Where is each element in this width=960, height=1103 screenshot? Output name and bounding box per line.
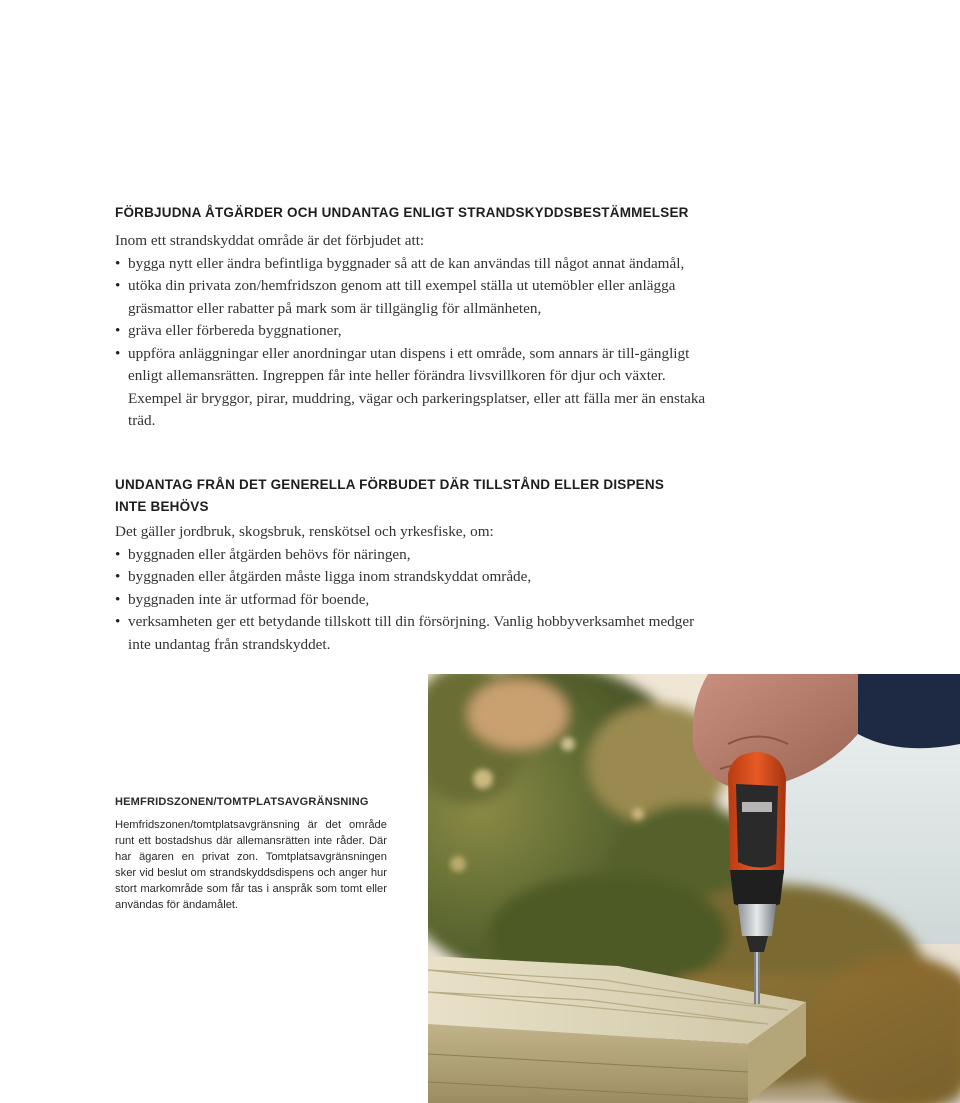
photo-drill-on-deck xyxy=(428,674,960,1103)
list-item: • utöka din privata zon/hemfridszon genom att till exempel ställa ut utemöbler eller anlägga gräsmattor eller rabatter på mark som är tillgänglig för allmänheten, xyxy=(115,275,715,320)
exemptions-intro: Det gäller jordbruk, skogsbruk, renskötsel och yrkesfiske, om: xyxy=(115,523,494,540)
list-item: • bygga nytt eller ändra befintliga byggnader så att de kan användas till något annat ändamål, xyxy=(115,253,715,276)
exemptions-list xyxy=(115,544,715,657)
list-item: • byggnaden inte är utformad för boende, xyxy=(115,589,715,612)
exemptions-block xyxy=(115,521,715,656)
section-heading-prohibited-actions: FÖRBJUDNA ÅTGÄRDER OCH UNDANTAG ENLIGT STRANDSKYDDSBESTÄMMELSER xyxy=(115,205,689,220)
list-item: • uppföra anläggningar eller anordningar utan dispens i ett område, som annars är till-gängligt enligt allemansrätten. Ingreppen får inte heller förändra livsvillkoren för djur och växter. Exempel är bryggor, pirar, muddring, vägar och parkeringsplatser, eller att fälla mer än enstaka träd. xyxy=(115,343,715,433)
exemptions-heading-line2: INTE BEHÖVS xyxy=(115,499,209,514)
drill-photo-illustration xyxy=(428,674,960,1103)
sidebar-heading: HEMFRIDSZONEN/TOMTPLATSAVGRÄNSNING xyxy=(115,796,369,808)
section-heading-exemptions xyxy=(115,474,715,518)
sidebar-text: Hemfridszonen/tomtplatsavgränsning är det område runt ett bostadshus där allemansrätten inte råder. Där har ägaren en privat zon. Tomtplatsavgränsningen sker vid beslut om strandskyddsdispens och anger hur stort markområde som får tas i anspråk som tomt eller användas för ändamålet. xyxy=(115,819,387,911)
sidebar-fact-box xyxy=(115,796,387,913)
list-item: • byggnaden eller åtgärden behövs för näringen, xyxy=(115,544,715,567)
list-item: • verksamheten ger ett betydande tillskott till din försörjning. Vanlig hobbyverksamhet medger inte undantag från strandskyddet. xyxy=(115,611,715,656)
prohibited-actions-block xyxy=(115,230,715,433)
exemptions-heading-line1: UNDANTAG FRÅN DET GENERELLA FÖRBUDET DÄR TILLSTÅND ELLER DISPENS xyxy=(115,477,665,492)
list-item: • byggnaden eller åtgärden måste ligga inom strandskyddat område, xyxy=(115,566,715,589)
prohibited-intro: Inom ett strandskyddat område är det förbjudet att: xyxy=(115,232,425,249)
prohibited-list xyxy=(115,253,715,433)
list-item: • gräva eller förbereda byggnationer, xyxy=(115,320,715,343)
